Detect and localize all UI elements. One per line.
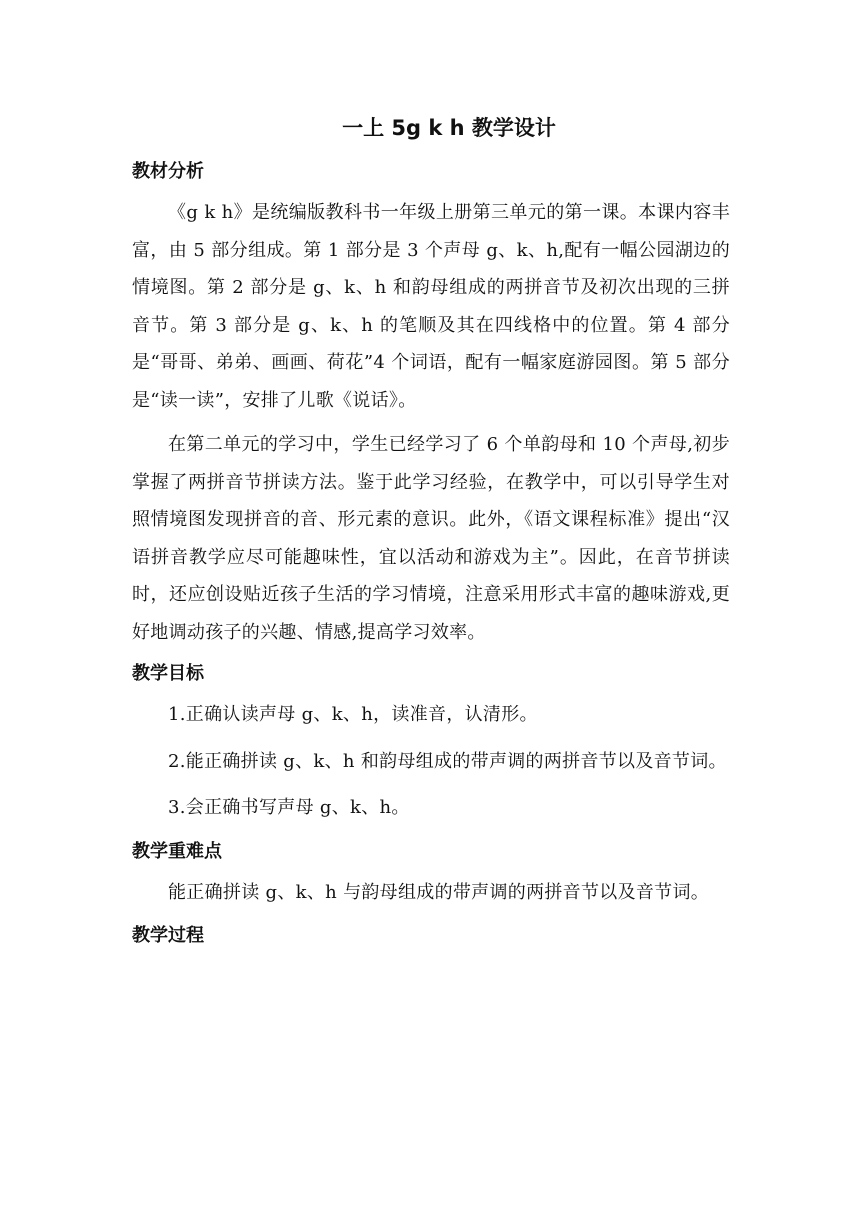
section-heading-goals: 教学目标 bbox=[132, 663, 204, 684]
section-heading-analysis: 教材分析 bbox=[132, 161, 204, 182]
analysis-paragraph-2: 在第二单元的学习中，学生已经学习了 6 个单韵母和 10 个声母,初步掌握了两拼音节拼读方法。鉴于此学习经验，在教学中，可以引导学生对照情境图发现拼音的音、形元素的意识。此外，《语文课程标准》提出“汉语拼音教学应尽可能趣味性，宜以活动和游戏为主”。因此，在音节拼读时，还应创设贴近孩子生活的学习情境，注意采用形式丰富的趣味游戏,更好地调动孩子的兴趣、情感,提高学习效率。 bbox=[132, 434, 730, 643]
goal-item-2: 2.能正确拼读 g、k、h 和韵母组成的带声调的两拼音节以及音节词。 bbox=[168, 750, 727, 772]
goal-item-3: 3.会正确书写声母 g、k、h。 bbox=[168, 797, 410, 818]
key-points-paragraph: 能正确拼读 g、k、h 与韵母组成的带声调的两拼音节以及音节词。 bbox=[168, 881, 710, 903]
goal-item-1: 1.正确认读声母 g、k、h，读准音，认清形。 bbox=[168, 704, 538, 725]
section-heading-key-points: 教学重难点 bbox=[132, 840, 222, 862]
document-page bbox=[132, 110, 730, 958]
document-title: 一上 5g k h 教学设计 bbox=[342, 116, 556, 140]
analysis-paragraph-1: 《g k h》是统编版教科书一年级上册第三单元的第一课。本课内容丰富，由 5 部分组成。第 1 部分是 3 个声母 g、k、h,配有一幅公园湖边的情境图。第 2 部分是 g、k、h 和韵母组成的两拼音节及初次出现的三拼音节。第 3 部分是 g、k、h 的笔顺及其在四线格中的位置。第 4 部分是“哥哥、弟弟、画画、荷花”4 个词语，配有一幅家庭游园图。第 5 部分是“读一读”，安排了儿歌《说话》。 bbox=[132, 202, 730, 411]
section-heading-process: 教学过程 bbox=[132, 925, 204, 946]
